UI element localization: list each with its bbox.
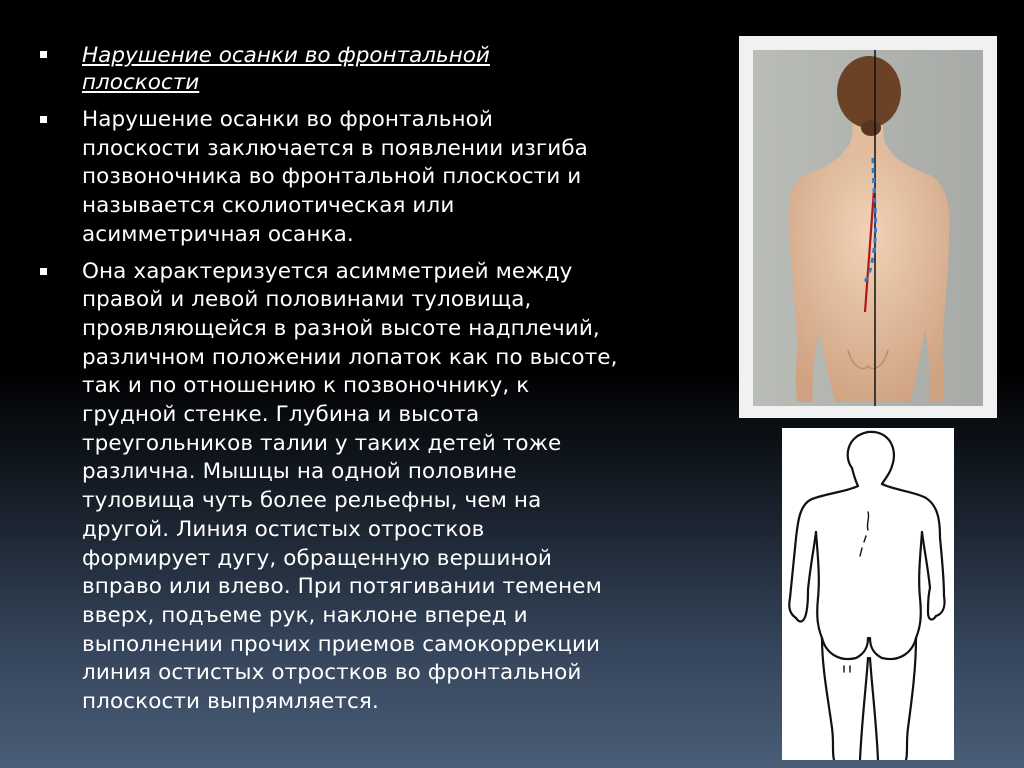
slide-heading xyxy=(40,42,690,96)
bullet-marker xyxy=(40,51,47,58)
body-drawing-frame xyxy=(782,428,954,760)
paragraph-1 xyxy=(40,106,690,250)
back-view-photo xyxy=(753,50,983,406)
paragraph-2 xyxy=(40,258,690,717)
bullet-marker xyxy=(40,116,47,123)
bullet-marker xyxy=(40,268,47,275)
body-outline-drawing xyxy=(782,428,954,760)
heading-text: Нарушение осанки во фронтальной плоскости xyxy=(82,43,490,95)
back-photo-frame xyxy=(739,36,997,418)
paragraph-text: Она характеризуется асимметрией между правой и левой половинами туловища, проявляющейся в разной высоте надплечий, различном положении лопаток как по высоте, так и по отношению к позвоночнику, к грудной стенке. Глубина и высота треугольников талии у таких детей тоже различна. Мышцы на одной половине туловища чуть более рельефны, чем на другой. Линия остистых отростков формирует дугу, обращенную вершиной вправо или влево. При потягивании теменем вверх, подъеме рук, наклоне вперед и выполнении прочих приемов самокоррекции линия остистых отростков во фронтальной плоскости выпрямляется. xyxy=(82,258,618,715)
paragraph-text: Нарушение осанки во фронтальной плоскости заключается в появлении изгиба позвоночника во фронтальной плоскости и называется сколиотическая или асимметричная осанка. xyxy=(82,107,588,247)
text-block xyxy=(40,42,690,725)
